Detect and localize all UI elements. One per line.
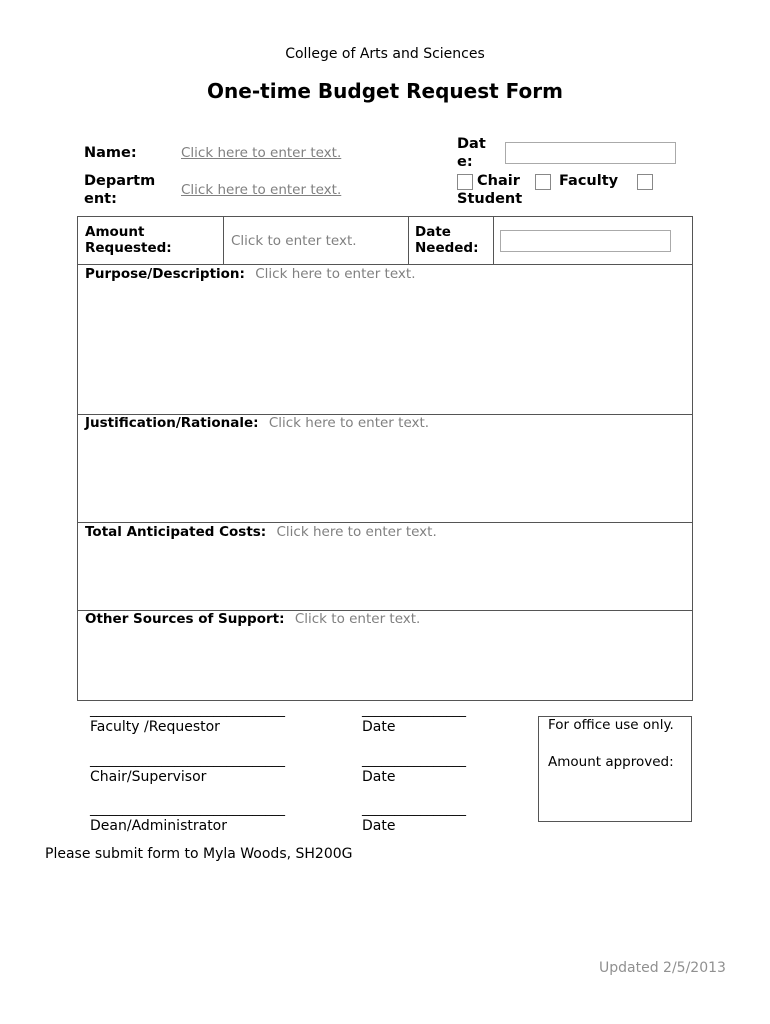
signature-line: ______________________________ [90, 703, 285, 718]
amount-requested-label [85, 224, 172, 256]
chair-label: Chair [477, 173, 520, 189]
table-divider [408, 217, 409, 264]
signature-line: ______________________________ [90, 802, 285, 817]
name-field[interactable]: Click here to enter text. [181, 145, 342, 161]
form-title: One-time Budget Request Form [207, 79, 563, 103]
date-needed-label-line2: Needed: [415, 240, 479, 256]
purpose-section[interactable] [85, 266, 416, 282]
date-label: Date [362, 818, 396, 834]
amount-requested-field[interactable]: Click to enter text. [231, 233, 357, 249]
signature-line: ______________________________ [90, 753, 285, 768]
updated-date: Updated 2/5/2013 [599, 960, 726, 976]
purpose-label: Purpose/Description: [85, 266, 245, 282]
date-line: ________________ [362, 753, 466, 768]
request-table [77, 216, 693, 701]
department-field[interactable]: Click here to enter text. [181, 182, 342, 198]
office-use-label: For office use only. [548, 717, 674, 733]
costs-section[interactable] [85, 524, 437, 540]
date-label-line2: e: [457, 154, 473, 170]
support-field[interactable]: Click to enter text. [294, 611, 421, 627]
student-label: Student [457, 191, 523, 207]
date-needed-label-line1: Date [415, 224, 451, 240]
date-line: ________________ [362, 703, 466, 718]
justification-label: Justification/Rationale: [85, 415, 259, 431]
table-divider [493, 217, 494, 264]
amount-label-line2: Requested: [85, 240, 172, 256]
date-label: Date [362, 719, 396, 735]
chair-checkbox[interactable] [457, 174, 473, 190]
faculty-checkbox[interactable] [535, 174, 551, 190]
department-label [84, 172, 155, 208]
date-needed-input[interactable] [500, 230, 671, 252]
date-input[interactable] [505, 142, 676, 164]
costs-label: Total Anticipated Costs: [85, 524, 267, 540]
amount-label-line1: Amount [85, 224, 145, 240]
chair-supervisor-label: Chair/Supervisor [90, 769, 207, 785]
submit-instructions: Please submit form to Myla Woods, SH200G [45, 846, 353, 862]
costs-field[interactable]: Click here to enter text. [276, 524, 437, 540]
date-label: Date [362, 769, 396, 785]
faculty-requestor-label: Faculty /Requestor [90, 719, 220, 735]
date-line: ________________ [362, 802, 466, 817]
date-label-line1: Dat [457, 136, 486, 152]
office-use-box [538, 716, 692, 822]
row-divider [78, 264, 692, 265]
student-checkbox[interactable] [637, 174, 653, 190]
date-needed-label [415, 224, 479, 256]
faculty-label: Faculty [559, 173, 619, 189]
support-label: Other Sources of Support: [85, 611, 285, 627]
purpose-field[interactable]: Click here to enter text. [255, 266, 416, 282]
department-label-line2: ent: [84, 191, 117, 207]
department-label-line1: Departm [84, 173, 156, 189]
amount-approved-label: Amount approved: [548, 754, 674, 770]
date-label [457, 135, 486, 171]
name-label: Name: [84, 145, 137, 161]
row-divider [78, 522, 692, 523]
justification-section[interactable] [85, 415, 429, 431]
dean-administrator-label: Dean/Administrator [90, 818, 227, 834]
support-section[interactable] [85, 611, 420, 627]
justification-field[interactable]: Click here to enter text. [268, 415, 430, 431]
college-name: College of Arts and Sciences [285, 46, 485, 62]
table-divider [223, 217, 224, 264]
